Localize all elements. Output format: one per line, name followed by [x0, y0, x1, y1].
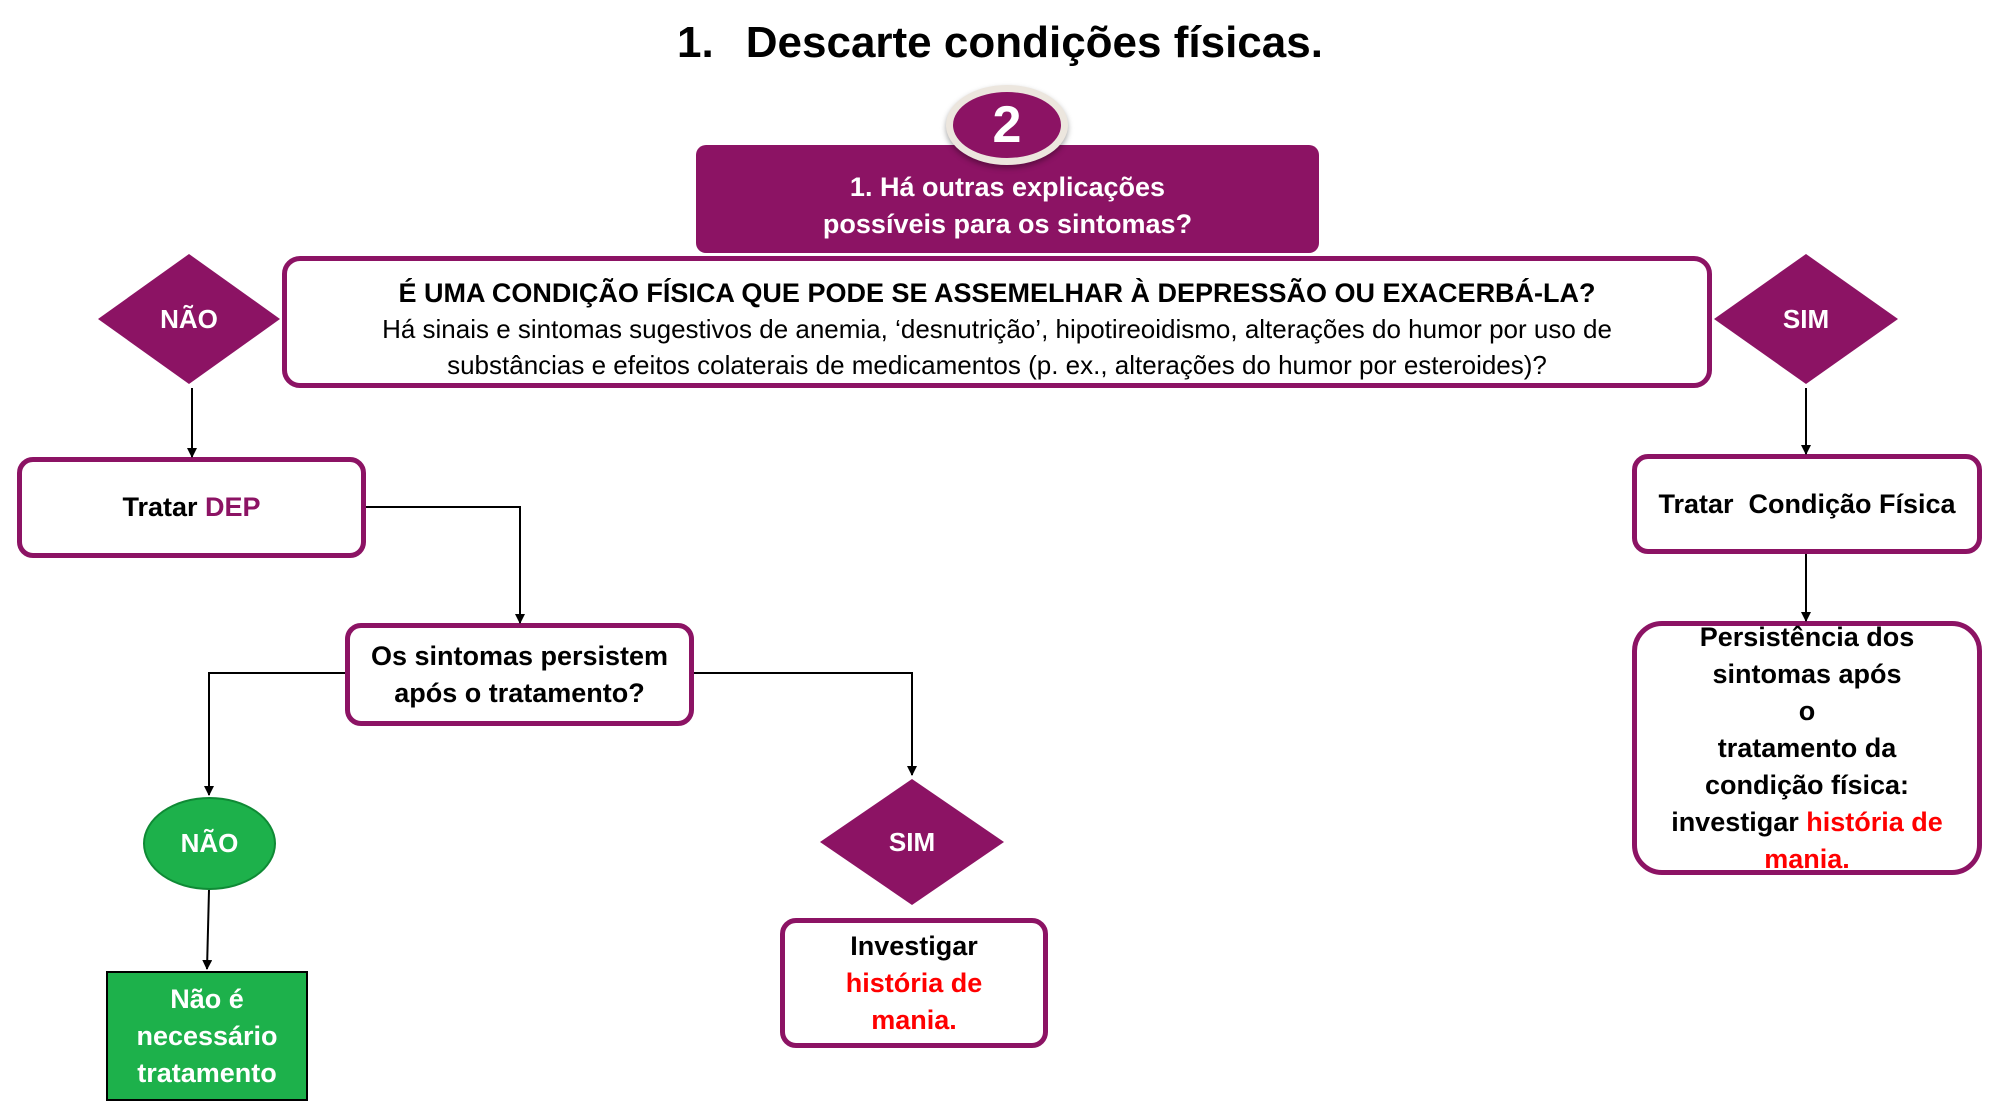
- no-treatment-line1: Não é: [170, 983, 244, 1014]
- main-question-heading: É UMA CONDIÇÃO FÍSICA QUE PODE SE ASSEMELHAR À DEPRESSÃO OU EXACERBÁ-LA?: [398, 278, 1596, 308]
- main-question-body-line2: substâncias e efeitos colaterais de medicamentos (p. ex., alterações do humor por esteroides)?: [447, 350, 1547, 380]
- step-badge: 2: [946, 85, 1068, 165]
- main-question-box: [282, 256, 1712, 388]
- persistence-line4: tratamento da: [1717, 732, 1897, 763]
- answer-nao-oval: NÃO: [143, 797, 276, 890]
- investigate-line3: mania.: [871, 1004, 957, 1035]
- treat-dep-prefix: Tratar: [122, 492, 198, 522]
- decision-sim-label: SIM: [1782, 303, 1830, 334]
- arrow-persist-to-sim: [694, 673, 912, 775]
- persistence-line2: sintomas após: [1712, 658, 1902, 689]
- persistence-line6-prefix: investigar: [1671, 806, 1799, 837]
- question-banner-line2: possíveis para os sintomas?: [822, 209, 1193, 239]
- persistence-line6-highlight: história de: [1806, 806, 1943, 837]
- title-text: Descarte condições físicas.: [745, 18, 1323, 67]
- answer-sim-label: SIM: [888, 826, 936, 857]
- persistence-line5: condição física:: [1704, 769, 1910, 800]
- investigate-line1: Investigar: [850, 930, 978, 961]
- decision-nao-label: NÃO: [160, 303, 218, 334]
- persistence-line7: mania.: [1764, 843, 1850, 874]
- no-treatment-line2: necessário: [136, 1020, 278, 1051]
- persistence-line1: Persistência dos: [1699, 621, 1915, 652]
- arrow-nao-to-result: [207, 890, 209, 969]
- title-number: 1.: [677, 18, 714, 67]
- persistence-line3: o: [1798, 695, 1816, 726]
- no-treatment-line3: tratamento: [137, 1057, 277, 1088]
- question-banner-line1: 1. Há outras explicações: [849, 172, 1166, 202]
- arrow-persist-to-nao: [209, 673, 345, 795]
- investigate-line2: história de: [845, 967, 983, 998]
- arrow-tratar-dep-to-persist: [366, 507, 520, 623]
- main-question-body-line1: Há sinais e sintomas sugestivos de anemia, ‘desnutrição’, hipotireoidismo, alterações do humor por uso de: [382, 314, 1612, 344]
- persist-question-line2: após o tratamento?: [394, 677, 645, 708]
- treat-physical-text: Tratar Condição Física: [1658, 488, 1956, 519]
- treat-dep-highlight: DEP: [205, 492, 261, 522]
- persist-question-line1: Os sintomas persistem: [370, 640, 669, 671]
